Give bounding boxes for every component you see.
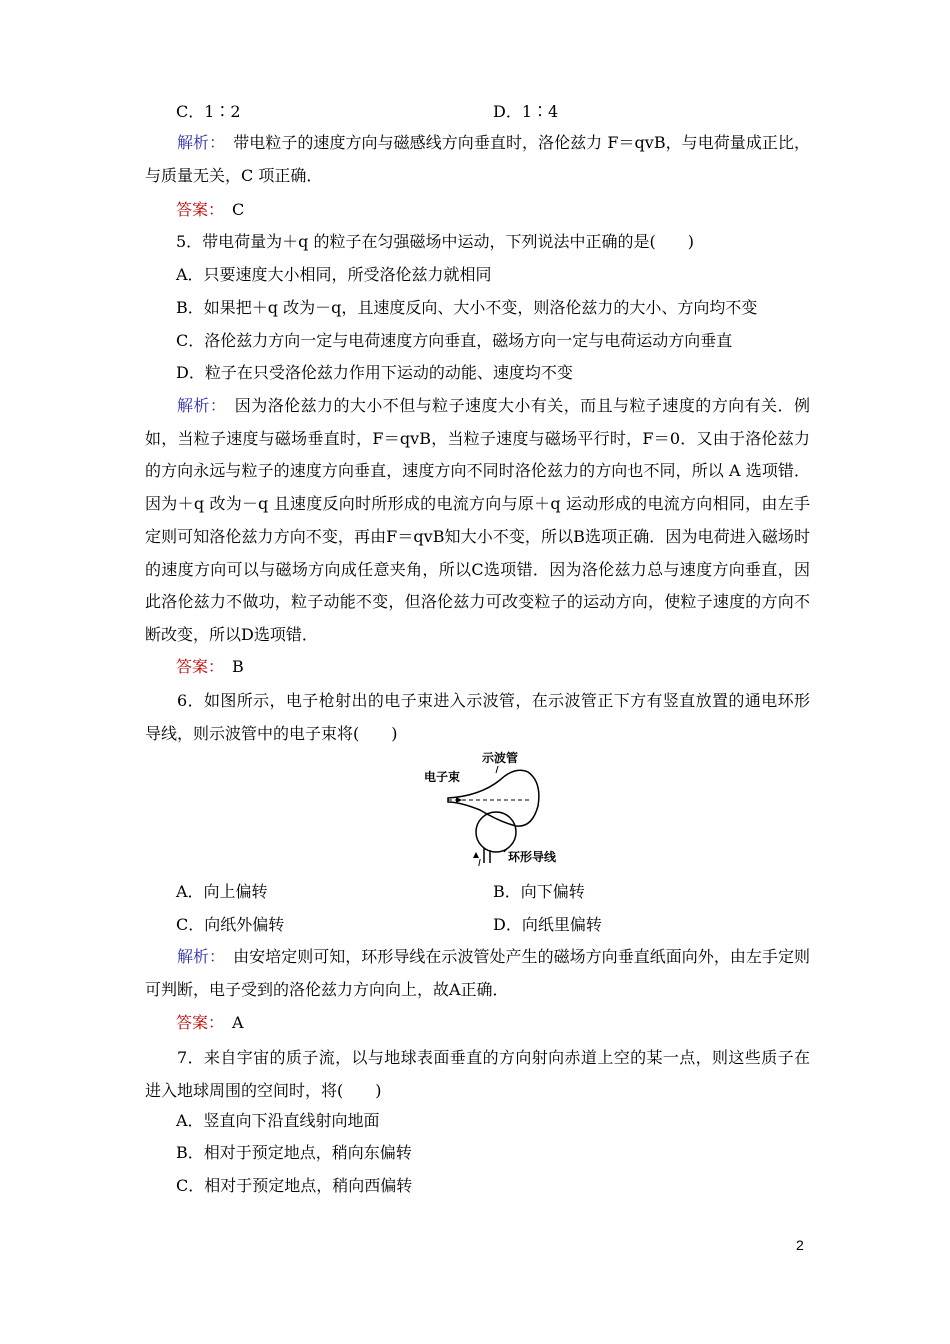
q4-explanation-text: 带电粒子的速度方向与磁感线方向垂直时，洛伦兹力 F＝qvB，与电荷量成正比，与质量无关，C 项正确． (145, 133, 810, 185)
q5-answer (176, 655, 244, 679)
q6-answer-value: A (232, 1013, 244, 1032)
q7-stem: 7．来自宇宙的质子流，以与地球表面垂直的方向射向赤道上空的某一点，则这些质子在进入地球周围的空间时，将( ) (145, 1048, 810, 1100)
q5-explanation-text: 因为洛伦兹力的大小不但与粒子速度大小有关，而且与粒子速度的方向有关．例如，当粒子速度与磁场垂直时，F＝qvB，当粒子速度与磁场平行时，F＝0．又由于洛伦兹力的方向永远与粒子的速度方向垂直，速度方向不同时洛伦兹力的方向也不同，所以 A 选项错．因为＋q 改为－q 且速度反向时所形成的电流方向与原＋q 运动形成的电流方向相同，由左手定则可知洛伦兹力方向不变，再由F＝qvB知大小不变，所以B选项正确．因为电荷进入磁场时的速度方向可以与磁场方向成任意夹角，所以C选项错．因为洛伦兹力总与速度方向垂直，因此洛伦兹力不做功，粒子动能不变，但洛伦兹力可改变粒子的运动方向，使粒子速度的方向不断改变，所以D选项错． (145, 396, 810, 644)
explanation-label: 解析： (177, 133, 218, 152)
answer-label: 答案： (176, 657, 217, 676)
q5-option-d: D．粒子在只受洛伦兹力作用下运动的动能、速度均不变 (176, 363, 573, 382)
q5-stem: 5．带电荷量为＋q 的粒子在匀强磁场中运动，下列说法中正确的是( ) (176, 232, 694, 251)
page-number: 2 (796, 1237, 804, 1253)
tube-leader-line (496, 766, 498, 773)
oscilloscope-figure (420, 748, 570, 868)
q4-explanation (145, 127, 810, 192)
oscilloscope-tube (448, 770, 539, 826)
q6-explanation-text: 由安培定则可知，环形导线在示波管处产生的磁场方向垂直纸面向外，由左手定则可判断，电子受到的洛伦兹力方向向上，故A正确． (145, 947, 810, 999)
figure-label-beam: 电子束 (424, 770, 461, 784)
q6-option-b: B．向下偏转 (493, 882, 585, 901)
q5-explanation (145, 390, 810, 652)
q4-option-c: C．1∶2 (176, 102, 241, 121)
q6-option-c: C．向纸外偏转 (176, 915, 285, 934)
beam-arrow-icon (456, 797, 462, 803)
q7-option-c: C．相对于预定地点，稍向西偏转 (176, 1176, 413, 1195)
figure-label-tube: 示波管 (482, 751, 519, 765)
q4-option-d: D．1∶4 (493, 102, 559, 121)
answer-label: 答案： (176, 200, 217, 219)
q5-option-c: C．洛伦兹力方向一定与电荷速度方向垂直，磁场方向一定与电荷运动方向垂直 (176, 331, 733, 350)
q6-option-a: A．向上偏转 (176, 882, 268, 901)
answer-label: 答案： (176, 1013, 217, 1032)
q4-answer (176, 198, 244, 222)
figure-label-current: I (478, 858, 481, 868)
explanation-label: 解析： (177, 396, 219, 415)
q4-answer-value: C (232, 200, 245, 219)
q6-stem: 6．如图所示，电子枪射出的电子束进入示波管，在示波管正下方有竖直放置的通电环形导线，则示波管中的电子束将( ) (145, 691, 810, 743)
q7-option-b: B．相对于预定地点，稍向东偏转 (176, 1143, 412, 1162)
q5-option-a: A．只要速度大小相同，所受洛伦兹力就相同 (176, 265, 492, 284)
q7-option-a: A．竖直向下沿直线射向地面 (176, 1111, 380, 1130)
q6-option-d: D．向纸里偏转 (493, 915, 602, 934)
explanation-label: 解析： (177, 947, 218, 966)
q5-answer-value: B (232, 657, 244, 676)
q5-option-b: B．如果把＋q 改为－q，且速度反向、大小不变，则洛伦兹力的大小、方向均不变 (176, 298, 758, 317)
q6-answer (176, 1011, 244, 1035)
figure-label-loop: 环形导线 (508, 850, 557, 864)
q6-explanation (145, 941, 810, 1006)
